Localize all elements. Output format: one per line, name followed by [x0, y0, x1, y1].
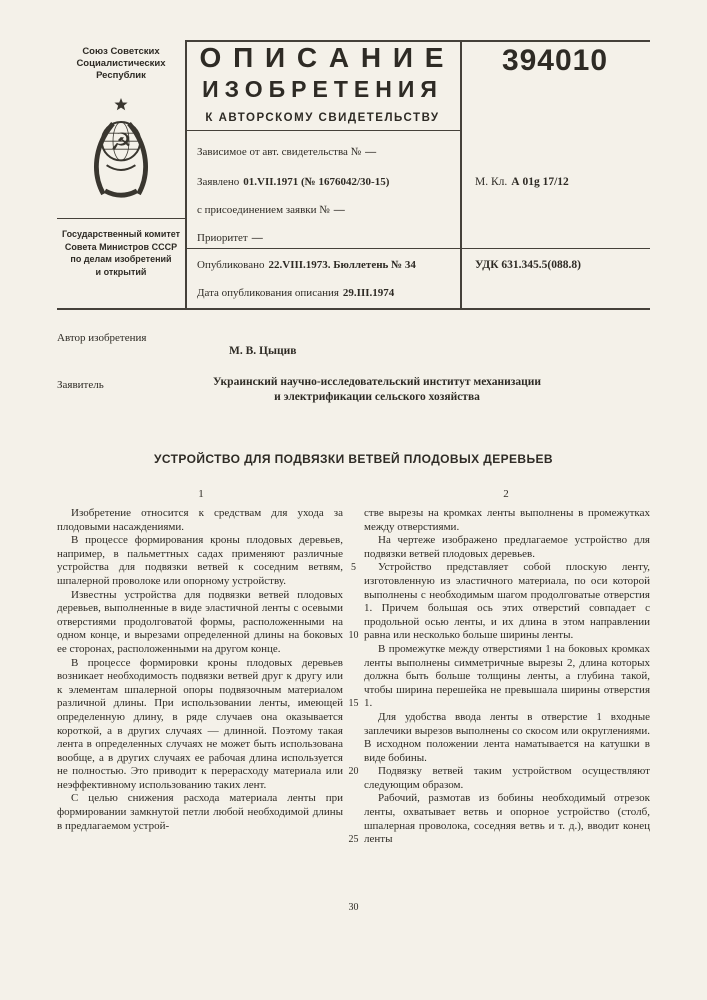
paragraph: Устройство представляет собой плоскую ленту, изготовленную из эластичного материала, по оси которой выполнены с необходимым шагом продолговатые отверстия 1. Причем большая ось этих отверстий совпадает с продольной осью ленты, и их длина в этом направлении равна или несколько больше ширины ленты.: [364, 561, 650, 642]
line-number: 15: [348, 698, 359, 709]
paragraph: стве вырезы на кромках ленты выполнены в промежутках между отверстиями.: [364, 507, 650, 533]
applicant-label: Заявитель: [57, 379, 104, 391]
body-text: [57, 507, 650, 947]
certificate-underline-rule: [185, 130, 460, 131]
paragraph: Подвязку ветвей таким устройством осуществляют следующим образом.: [364, 765, 650, 791]
line-number: 10: [348, 630, 359, 641]
field-dependent-certificate: [197, 146, 457, 158]
paragraph: Известны устройства для подвязки ветвей плодовых деревьев, выполненные в виде эластичной ленты с осевыми отверстиями продолговатой формы, расположенными на одном конце, и вырезами определенной длины на боковых ее сторонах, расположенными на другом конце.: [57, 588, 343, 655]
author-name: М. В. Цыцив: [229, 345, 297, 357]
sun-rays-icon: [107, 165, 136, 170]
star-icon: [114, 98, 127, 110]
document-type-subtitle: ИЗОБРЕТЕНИЯ: [202, 76, 443, 102]
classification-label: М. Кл.: [475, 176, 508, 188]
field-label: с присоединением заявки №: [197, 204, 330, 216]
committee-line: и открытий: [95, 266, 147, 277]
classification-field: [475, 176, 569, 188]
field-joined-application: [197, 204, 457, 216]
field-priority: [197, 232, 457, 244]
paragraph: Рабочий, размотав из бобины необходимый отрезок ленты, охватывает ветвь и опорное устройство (столб, шпалерная проволока, соседняя ветвь и т. д.), вводит конец ленты: [364, 792, 650, 846]
paragraph: На чертеже изображено предлагаемое устройство для подвязки ветвей плодовых деревьев.: [364, 534, 650, 560]
field-value: 29.III.1974: [342, 287, 395, 299]
body-column-2: [364, 507, 650, 847]
classification-value: А 01g 17/12: [511, 176, 569, 188]
paragraph: С целью снижения расхода материала ленты при формировании замкнутой петли любой необходимой длины в предлагаемом устрой-: [57, 792, 343, 832]
line-number: 30: [348, 902, 359, 913]
field-published: [197, 259, 457, 271]
union-line: Республик: [96, 70, 146, 81]
state-committee-name: [57, 228, 185, 278]
union-name: [57, 46, 185, 82]
field-value: 22.VIII.1973. Бюллетень № 34: [268, 259, 416, 271]
invention-title: УСТРОЙСТВО ДЛЯ ПОДВЯЗКИ ВЕТВЕЙ ПЛОДОВЫХ ДЕРЕВЬЕВ: [154, 452, 553, 466]
paragraph: В промежутке между отверстиями 1 на боковых кромках ленты выполнены симметричные вырезы 2, длина которых должна быть больше толщины ленты, а глубина такой, чтобы ширина перешейка не превышала ширины отверстия 1.: [364, 642, 650, 710]
union-line: Союз Советских: [82, 46, 160, 57]
body-column-1: [57, 507, 343, 833]
committee-line: по делам изобретений: [70, 254, 172, 264]
union-line: Социалистических: [76, 58, 166, 69]
field-filed-date: [197, 176, 457, 188]
applicant-line: Украинский научно-исследовательский институт механизации: [213, 376, 541, 388]
field-value: —: [251, 232, 263, 244]
document-type-title: О П И С А Н И Е: [199, 42, 446, 73]
patent-number: 394010: [501, 44, 609, 77]
field-label: Заявлено: [197, 176, 240, 188]
priority-divider-rule: [185, 248, 650, 249]
field-value: —: [365, 146, 377, 158]
field-label: Зависимое от авт. свидетельства №: [197, 146, 362, 158]
ribbon-icon: [105, 191, 137, 195]
hammer-and-sickle-icon: ☭: [110, 130, 132, 156]
emblem-cell-divider-rule: [57, 218, 185, 219]
column-2-marker: 2: [503, 488, 509, 500]
field-publication-date: [197, 287, 457, 299]
committee-line: Совета Министров СССР: [64, 241, 178, 252]
line-number: 20: [348, 766, 359, 777]
line-number: 5: [351, 562, 356, 573]
udk-code: УДК 631.345.5(088.8): [475, 259, 581, 271]
author-label: Автор изобретения: [57, 332, 147, 344]
paragraph: В процессе формирования кроны плодовых деревьев, например, в пальметтных садах применяют различные устройства для подвязки ветвей к соседним ветвям, шпалерной проволоке или опорному устройству.: [57, 534, 343, 587]
field-label: Приоритет: [197, 232, 248, 244]
line-number: 25: [348, 834, 359, 845]
field-value: —: [333, 204, 345, 216]
column-1-marker: 1: [198, 488, 204, 500]
header-vertical-rule-right: [460, 40, 462, 309]
meta-section: [57, 328, 650, 408]
paragraph: Изобретение относится к средствам для ухода за плодовыми насаждениями.: [57, 507, 343, 533]
paragraph: Для удобства ввода ленты в отверстие 1 входные заплечики вырезов выполнены со скосом или округлениями. В исходном положении лента наматывается на катушки в виде бобины.: [364, 710, 650, 764]
certificate-caption: К АВТОРСКОМУ СВИДЕТЕЛЬСТВУ: [205, 112, 440, 124]
committee-line: Государственный комитет: [61, 229, 181, 239]
applicant-name: [162, 375, 592, 404]
field-label: Опубликовано: [197, 259, 265, 271]
header-bottom-rule: [57, 308, 650, 310]
applicant-line: и электрификации сельского хозяйства: [274, 390, 480, 403]
header-box: [57, 40, 650, 310]
field-label: Дата опубликования описания: [197, 287, 339, 299]
field-value: 01.VII.1971 (№ 1676042/30-15): [243, 176, 390, 188]
ussr-coat-of-arms-icon: [81, 88, 161, 212]
paragraph: В процессе формировки кроны плодовых деревьев возникает необходимость подвязки ветвей друг к другу или к элементам шпалерной опоры подвязочным материалом различной длины. При использовании ленты, имеющей определенную длину, в ряде случаев она оказывается короткой, а в других случаях — длинной. Поэтому такая лента в определенных случаях не может быть использована вообще, а в других случаях ее рабочая длина используется не полностью. Это приводит к перерасходу материала или неэффективному использованию таких лент.: [57, 656, 343, 791]
